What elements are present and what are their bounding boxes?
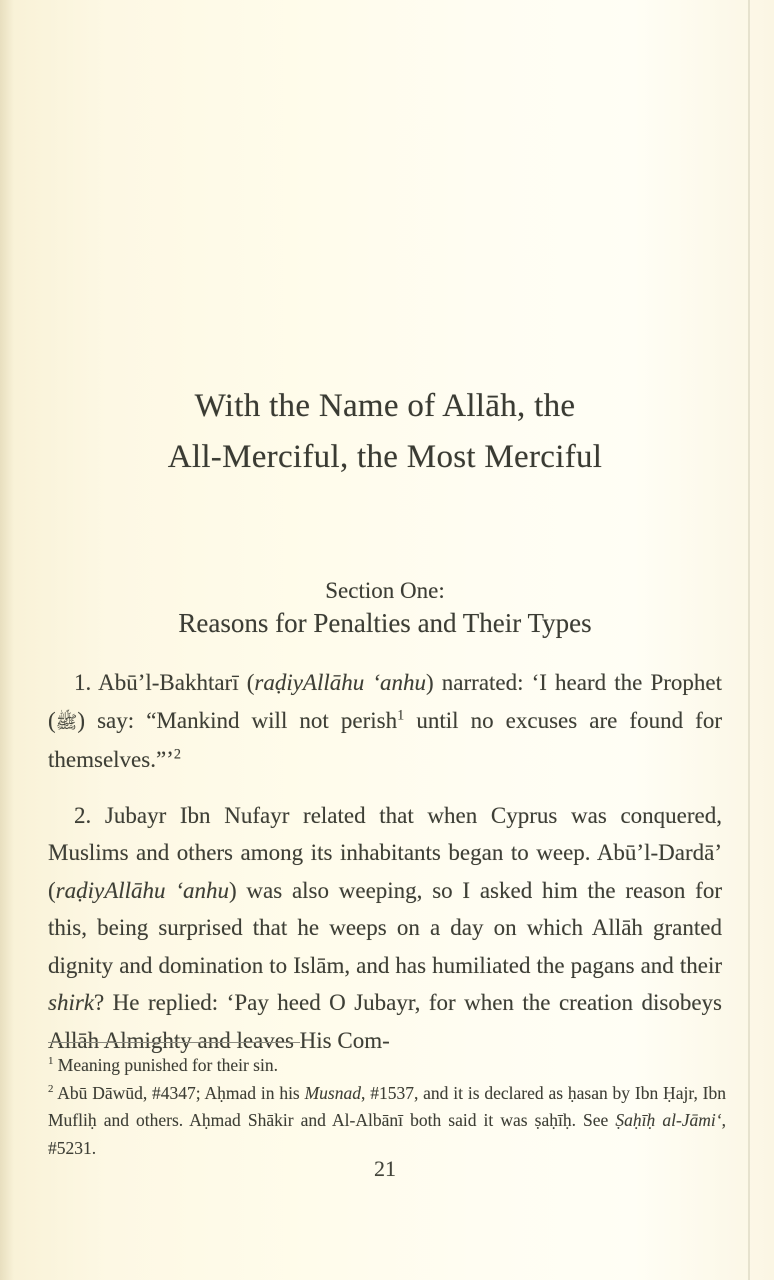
footnote-separator [48, 1042, 300, 1043]
section-heading-label: Section One: [325, 578, 445, 603]
body-paragraph: 2. Jubayr Ibn Nufayr related that when Cyprus was conquered, Muslims and others among its inhabitants began to weep. Abū’l-Dardā’ (raḍiyAllāhu ‘anhu) was also weeping, so I asked him the reason for this, being surprised that he weeps on a day on which Allāh granted dignity and domination to Islām, and has humiliated the pagans and their shirk? He replied: ‘Pay heed O Jubayr, for when the creation disobeys Allāh Almighty and leaves His Com- [48, 802, 722, 1053]
footnote: $^2$ Abū Dāwūd, #4347; Aḥmad in his Musnad, #1537, and it is declared as ḥasan by Ibn Ḥajr, Ibn Mufliḥ and others. Aḥmad Shākir and Al-Albānī both said it was ṣaḥīḥ. See Ṣaḥīḥ al-Jāmi‘, #5231. [48, 1082, 726, 1158]
body-text [48, 664, 722, 1077]
chapter-title [48, 381, 722, 483]
body-paragraph: 1. Abū’l-Bakhtarī (raḍiyAllāhu ‘anhu) narrated: ‘I heard the Prophet (ﷺ) say: “Mankind will not perish$^1$ until no excuses are found for themselves.”’$^2$ [48, 670, 722, 772]
page-edge-shadow-left [0, 0, 14, 1280]
chapter-title-line-1: With the Name of Allāh, the [194, 388, 576, 424]
page-number: 21 [374, 1156, 396, 1181]
chapter-title-line-2: All-Merciful, the Most Merciful [167, 439, 603, 475]
footnote: $^1$ Meaning punished for their sin. [48, 1055, 278, 1075]
page-edge-line-right [748, 0, 750, 1280]
section-heading [48, 576, 722, 640]
footnotes [48, 1052, 726, 1162]
section-heading-title: Reasons for Penalties and Their Types [178, 608, 592, 638]
